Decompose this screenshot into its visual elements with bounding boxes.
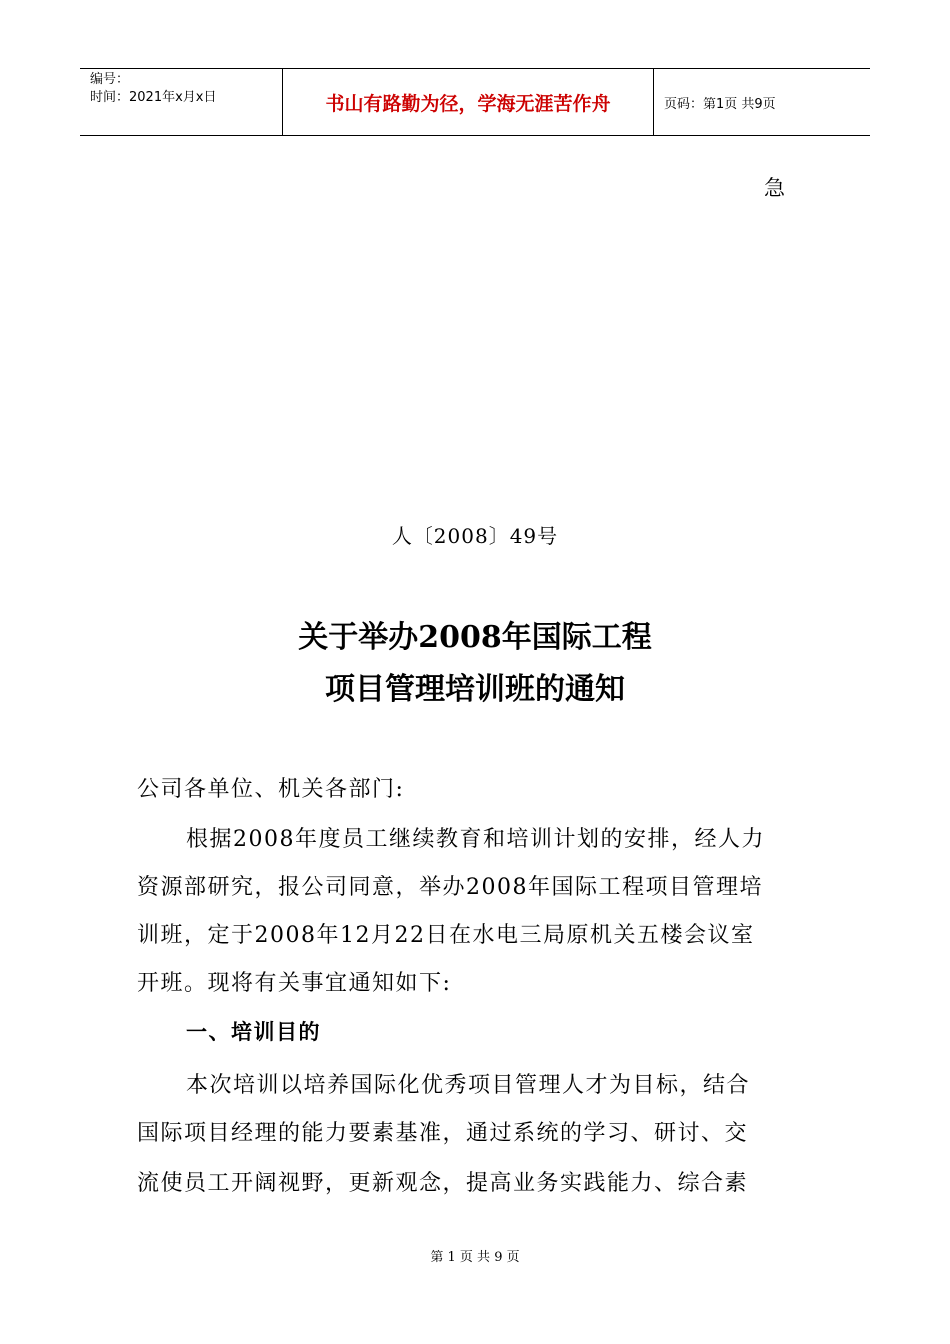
urgent-mark: 急 <box>764 176 785 200</box>
time-label: 时间：2021年x月x日 <box>90 90 217 105</box>
document-number: 人〔2008〕49号 <box>391 524 559 548</box>
page-footer: 第 1 页 共 9 页 <box>430 1250 520 1265</box>
paragraph-line: 开班。现将有关事宜通知如下: <box>137 971 452 996</box>
paragraph-line: 资源部研究，报公司同意，举办2008年国际工程项目管理培 <box>137 875 763 900</box>
header-page-code: 页码：第1页 共9页 <box>664 96 776 112</box>
document-header <box>80 68 870 136</box>
header-meta <box>80 69 282 135</box>
paragraph-line: 国际项目经理的能力要素基准，通过系统的学习、研讨、交 <box>137 1121 749 1146</box>
paragraph-line: 根据2008年度员工继续教育和培训计划的安排，经人力 <box>186 827 765 852</box>
paragraph-line: 训班，定于2008年12月22日在水电三局原机关五楼会议室 <box>137 923 755 948</box>
section-heading: 一、培训目的 <box>186 1020 321 1044</box>
salutation: 公司各单位、机关各部门: <box>137 777 405 802</box>
number-label: 编号： <box>90 72 130 87</box>
header-motto: 书山有路勤为径，学海无涯苦作舟 <box>282 69 654 135</box>
paragraph-line: 本次培训以培养国际化优秀项目管理人才为目标，结合 <box>186 1073 751 1098</box>
title-line-2: 项目管理培训班的通知 <box>325 672 625 707</box>
paragraph-line: 流使员工开阔视野，更新观念，提高业务实践能力、综合素 <box>137 1171 749 1196</box>
title-line-1: 关于举办2008年国际工程 <box>298 620 652 655</box>
